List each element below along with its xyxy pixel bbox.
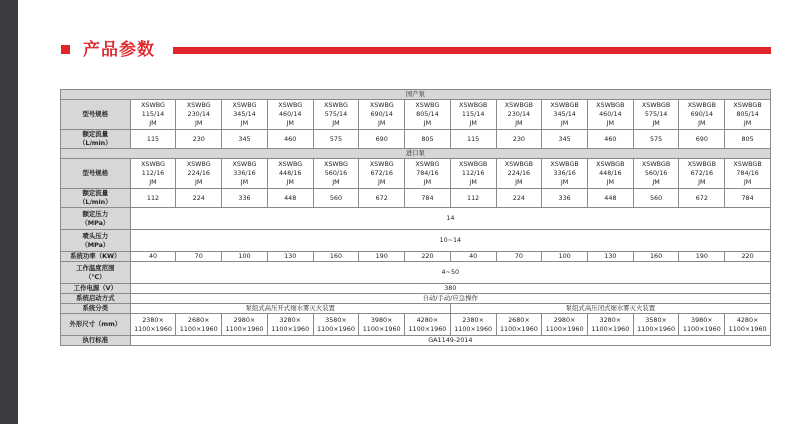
cell-dimensions: 3280× 1100×1960 bbox=[587, 314, 633, 336]
label-model: 型号规格 bbox=[61, 159, 131, 189]
cell-domestic-models: XSWBGB 230/14 JM bbox=[496, 100, 542, 130]
cell-imported-models: XSWBG 672/16 JM bbox=[359, 159, 405, 189]
cell-domestic-models: XSWBG 230/14 JM bbox=[176, 100, 222, 130]
cell-imported-flow: 784 bbox=[405, 189, 451, 208]
cell-dimensions: 2980× 1100×1960 bbox=[542, 314, 588, 336]
cell-dimensions: 2680× 1100×1960 bbox=[176, 314, 222, 336]
cell-domestic-models: XSWBG 115/14 JM bbox=[130, 100, 176, 130]
cell-domestic-models: XSWBGB 345/14 JM bbox=[542, 100, 588, 130]
cell-imported-flow: 112 bbox=[450, 189, 496, 208]
cell-domestic-flow: 345 bbox=[542, 130, 588, 149]
row-domestic-model bbox=[61, 100, 771, 130]
cell-power: 40 bbox=[450, 252, 496, 262]
cell-domestic-flow: 345 bbox=[222, 130, 268, 149]
label-category: 系统分类 bbox=[61, 304, 131, 314]
value-temperature: 4~50 bbox=[130, 262, 770, 284]
cell-dimensions: 2980× 1100×1960 bbox=[222, 314, 268, 336]
value-category-closed: 泵组式高压闭式细水雾灭火装置 bbox=[450, 304, 770, 314]
label-power: 系统功率（KW） bbox=[61, 252, 131, 262]
cell-dimensions: 3980× 1100×1960 bbox=[359, 314, 405, 336]
cell-imported-flow: 224 bbox=[176, 189, 222, 208]
row-temperature bbox=[61, 262, 771, 284]
value-standard: GA1149-2014 bbox=[130, 336, 770, 346]
cell-power: 100 bbox=[542, 252, 588, 262]
row-voltage bbox=[61, 284, 771, 294]
cell-domestic-flow: 460 bbox=[267, 130, 313, 149]
cell-imported-models: XSWBG 336/16 JM bbox=[222, 159, 268, 189]
cell-imported-flow: 560 bbox=[313, 189, 359, 208]
cell-dimensions: 3580× 1100×1960 bbox=[633, 314, 679, 336]
cell-power: 160 bbox=[313, 252, 359, 262]
cell-domestic-models: XSWBG 460/14 JM bbox=[267, 100, 313, 130]
cell-domestic-flow: 230 bbox=[496, 130, 542, 149]
cell-domestic-models: XSWBGB 690/14 JM bbox=[679, 100, 725, 130]
cell-domestic-flow: 690 bbox=[359, 130, 405, 149]
label-model: 型号规格 bbox=[61, 100, 131, 130]
row-power bbox=[61, 252, 771, 262]
cell-dimensions: 2380× 1100×1960 bbox=[450, 314, 496, 336]
row-nozzle-pressure bbox=[61, 230, 771, 252]
cell-power: 70 bbox=[176, 252, 222, 262]
label-voltage: 工作电源（V） bbox=[61, 284, 131, 294]
cell-domestic-models: XSWBGB 115/14 JM bbox=[450, 100, 496, 130]
cell-imported-models: XSWBG 224/16 JM bbox=[176, 159, 222, 189]
cell-imported-flow: 672 bbox=[359, 189, 405, 208]
cell-domestic-models: XSWBG 345/14 JM bbox=[222, 100, 268, 130]
cell-imported-models: XSWBG 448/16 JM bbox=[267, 159, 313, 189]
cell-imported-flow: 448 bbox=[587, 189, 633, 208]
cell-domestic-models: XSWBGB 805/14 JM bbox=[725, 100, 771, 130]
label-temperature: 工作温度范围 （℃） bbox=[61, 262, 131, 284]
cell-power: 130 bbox=[587, 252, 633, 262]
cell-imported-models: XSWBGB 112/16 JM bbox=[450, 159, 496, 189]
cell-domestic-flow: 690 bbox=[679, 130, 725, 149]
label-standard: 执行标准 bbox=[61, 336, 131, 346]
cell-domestic-flow: 460 bbox=[587, 130, 633, 149]
row-startup bbox=[61, 294, 771, 304]
section-row-imported bbox=[61, 149, 771, 159]
cell-power: 190 bbox=[359, 252, 405, 262]
cell-domestic-flow: 805 bbox=[725, 130, 771, 149]
cell-imported-flow: 336 bbox=[542, 189, 588, 208]
cell-power: 130 bbox=[267, 252, 313, 262]
title-square-icon bbox=[61, 45, 70, 54]
cell-domestic-flow: 805 bbox=[405, 130, 451, 149]
cell-imported-models: XSWBG 112/16 JM bbox=[130, 159, 176, 189]
cell-imported-flow: 112 bbox=[130, 189, 176, 208]
label-rated-pressure: 额定压力 （MPa） bbox=[61, 208, 131, 230]
row-standard bbox=[61, 336, 771, 346]
label-flow: 额定流量 （L/min） bbox=[61, 130, 131, 149]
cell-domestic-flow: 230 bbox=[176, 130, 222, 149]
cell-imported-flow: 560 bbox=[633, 189, 679, 208]
cell-power: 70 bbox=[496, 252, 542, 262]
cell-domestic-models: XSWBG 805/14 JM bbox=[405, 100, 451, 130]
cell-domestic-flow: 115 bbox=[130, 130, 176, 149]
value-voltage: 380 bbox=[130, 284, 770, 294]
cell-imported-models: XSWBGB 224/16 JM bbox=[496, 159, 542, 189]
label-startup: 系统启动方式 bbox=[61, 294, 131, 304]
cell-dimensions: 3580× 1100×1960 bbox=[313, 314, 359, 336]
section-domestic-label: 国产泵 bbox=[61, 90, 771, 100]
cell-dimensions: 2380× 1100×1960 bbox=[130, 314, 176, 336]
cell-power: 190 bbox=[679, 252, 725, 262]
cell-imported-models: XSWBG 784/16 JM bbox=[405, 159, 451, 189]
label-flow: 额定流量 （L/min） bbox=[61, 189, 131, 208]
spec-table bbox=[60, 89, 771, 346]
cell-imported-models: XSWBGB 784/16 JM bbox=[725, 159, 771, 189]
label-dimensions: 外形尺寸（mm） bbox=[61, 314, 131, 336]
cell-imported-models: XSWBGB 448/16 JM bbox=[587, 159, 633, 189]
row-rated-pressure bbox=[61, 208, 771, 230]
cell-dimensions: 3280× 1100×1960 bbox=[267, 314, 313, 336]
title-divider bbox=[173, 47, 771, 54]
cell-dimensions: 4280× 1100×1960 bbox=[725, 314, 771, 336]
cell-imported-flow: 672 bbox=[679, 189, 725, 208]
row-imported-flow bbox=[61, 189, 771, 208]
cell-power: 100 bbox=[222, 252, 268, 262]
cell-domestic-models: XSWBGB 575/14 JM bbox=[633, 100, 679, 130]
cell-imported-models: XSWBG 560/16 JM bbox=[313, 159, 359, 189]
cell-imported-flow: 448 bbox=[267, 189, 313, 208]
page-title: 产品参数 bbox=[83, 40, 155, 60]
cell-imported-models: XSWBGB 336/16 JM bbox=[542, 159, 588, 189]
cell-domestic-flow: 115 bbox=[450, 130, 496, 149]
label-nozzle-pressure: 喷头压力 （MPa） bbox=[61, 230, 131, 252]
cell-domestic-models: XSWBGB 460/14 JM bbox=[587, 100, 633, 130]
cell-domestic-flow: 575 bbox=[313, 130, 359, 149]
row-domestic-flow bbox=[61, 130, 771, 149]
cell-dimensions: 3980× 1100×1960 bbox=[679, 314, 725, 336]
value-nozzle-pressure: 10~14 bbox=[130, 230, 770, 252]
cell-power: 220 bbox=[725, 252, 771, 262]
cell-power: 40 bbox=[130, 252, 176, 262]
cell-dimensions: 2680× 1100×1960 bbox=[496, 314, 542, 336]
cell-imported-models: XSWBGB 672/16 JM bbox=[679, 159, 725, 189]
cell-imported-flow: 336 bbox=[222, 189, 268, 208]
section-header bbox=[61, 38, 771, 64]
row-imported-model bbox=[61, 159, 771, 189]
section-row-domestic bbox=[61, 90, 771, 100]
value-category-open: 泵组式高压开式细水雾灭火装置 bbox=[130, 304, 450, 314]
row-category bbox=[61, 304, 771, 314]
cell-imported-models: XSWBGB 560/16 JM bbox=[633, 159, 679, 189]
cell-dimensions: 4280× 1100×1960 bbox=[405, 314, 451, 336]
cell-imported-flow: 784 bbox=[725, 189, 771, 208]
cell-power: 160 bbox=[633, 252, 679, 262]
cell-domestic-models: XSWBG 575/14 JM bbox=[313, 100, 359, 130]
value-rated-pressure: 14 bbox=[130, 208, 770, 230]
value-startup: 自动/手动/应急操作 bbox=[130, 294, 770, 304]
cell-domestic-models: XSWBG 690/14 JM bbox=[359, 100, 405, 130]
cell-imported-flow: 224 bbox=[496, 189, 542, 208]
left-sidebar-strip bbox=[0, 0, 18, 424]
cell-power: 220 bbox=[405, 252, 451, 262]
section-imported-label: 进口泵 bbox=[61, 149, 771, 159]
cell-domestic-flow: 575 bbox=[633, 130, 679, 149]
row-dimensions bbox=[61, 314, 771, 336]
